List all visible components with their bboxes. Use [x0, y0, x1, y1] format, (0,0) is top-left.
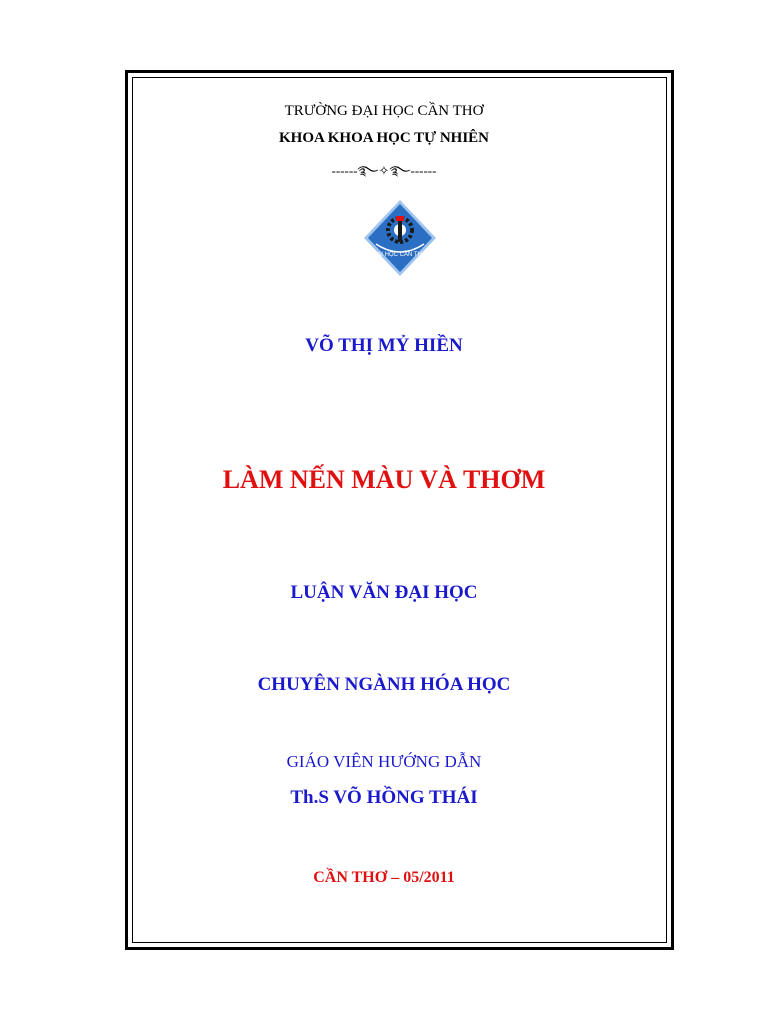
ornament-divider: ------࿐✧࿐------	[331, 163, 437, 178]
thesis-title: LÀM NẾN MÀU VÀ THƠM	[222, 465, 546, 494]
author-name: VÕ THỊ MỶ HIỀN	[305, 335, 463, 356]
advisor-name: Th.S VÕ HỒNG THÁI	[290, 787, 478, 808]
place-date: CẦN THƠ – 05/2011	[313, 869, 455, 886]
degree-type: LUẬN VĂN ĐẠI HỌC	[290, 582, 478, 603]
advisor-label: GIÁO VIÊN HƯỚNG DẪN	[286, 752, 482, 771]
faculty-name: KHOA KHOA HỌC TỰ NHIÊN	[278, 130, 490, 146]
logo-text: ĐẠI HỌC CẦN THƠ	[372, 252, 428, 258]
school-name: TRƯỜNG ĐẠI HỌC CẦN THƠ	[284, 103, 484, 119]
university-logo-icon	[362, 198, 438, 278]
major-name: CHUYÊN NGÀNH HÓA HỌC	[257, 674, 511, 695]
